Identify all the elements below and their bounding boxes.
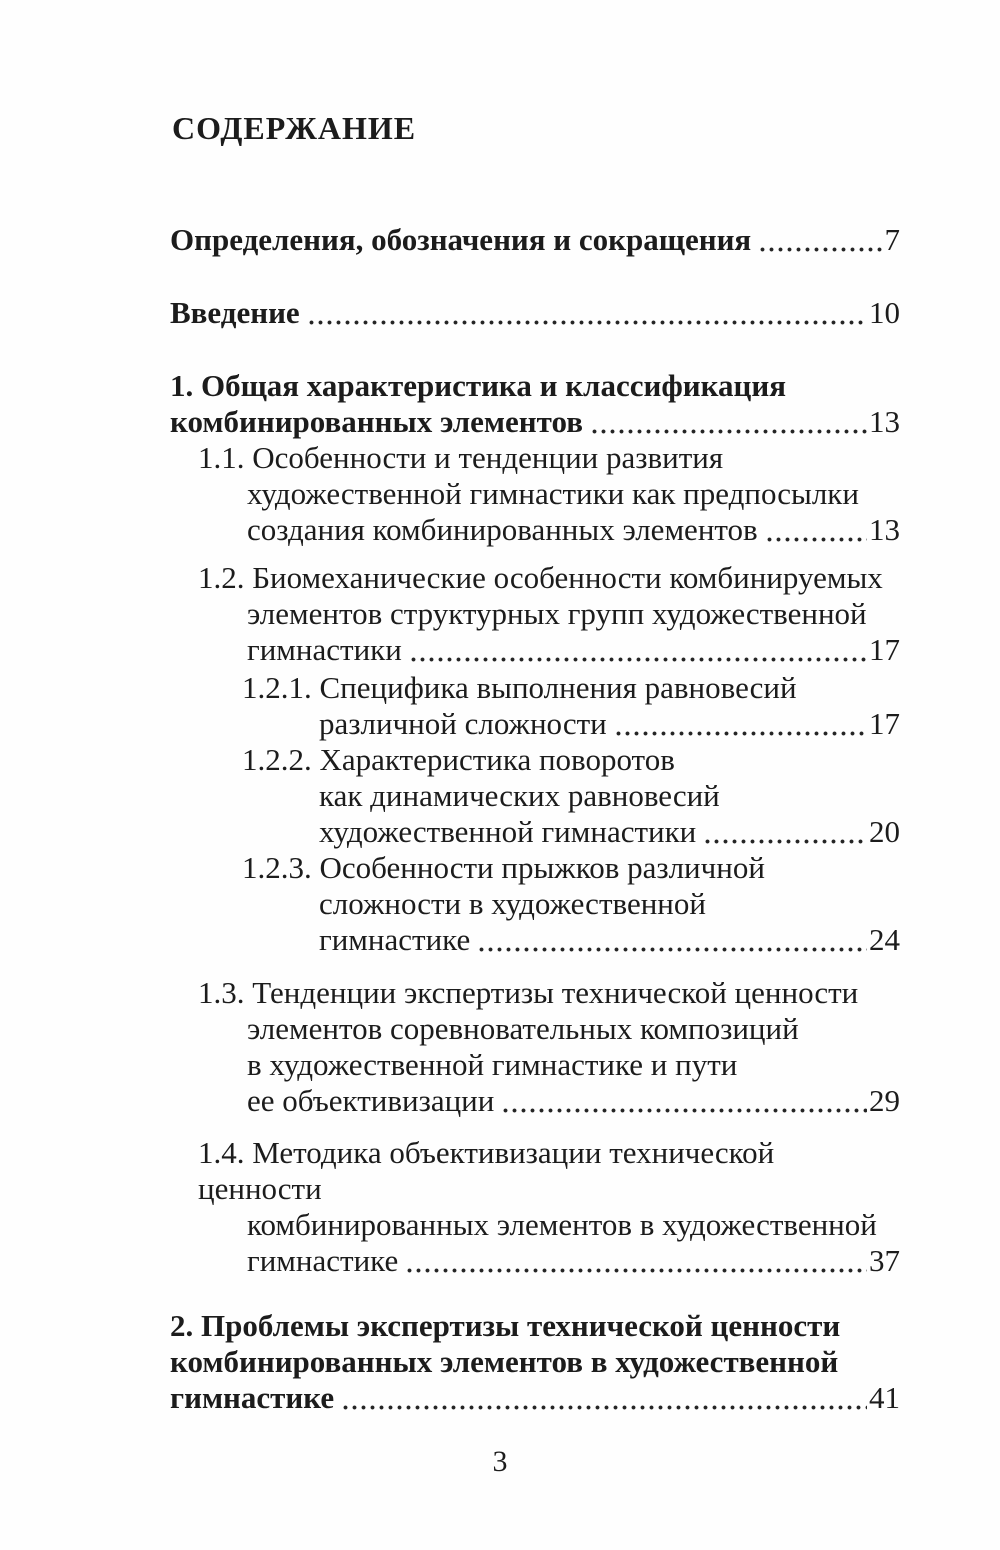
toc-entry-section-1-4 xyxy=(170,1135,900,1279)
toc-page-number: 10 xyxy=(869,295,900,330)
toc-entry-chapter-1 xyxy=(170,368,900,440)
toc-entries xyxy=(170,222,900,1416)
toc-page-number: 13 xyxy=(869,404,900,439)
toc-line-text: гимнастике xyxy=(247,1243,399,1278)
toc-line xyxy=(170,1011,900,1047)
toc-line xyxy=(170,440,900,476)
toc-entry-section-1-2-2 xyxy=(170,742,900,850)
toc-line xyxy=(170,222,900,258)
page-footer-number: 3 xyxy=(492,1445,508,1478)
toc-line xyxy=(170,368,900,404)
toc-line xyxy=(170,1083,900,1119)
page-title: СОДЕРЖАНИЕ xyxy=(172,110,417,146)
toc-line-text: гимнастике xyxy=(170,1380,335,1415)
toc-line xyxy=(170,922,900,958)
toc-line-text: 2. Проблемы экспертизы технической ценности xyxy=(170,1308,841,1343)
toc-line-text: 1.3. Тенденции экспертизы технической ценности xyxy=(198,975,859,1010)
toc-entry-section-1-2 xyxy=(170,560,900,668)
toc-line-text: 1.2.3. Особенности прыжков различной xyxy=(242,850,765,885)
toc-line-text: ее объективизации xyxy=(247,1083,495,1118)
toc-entry-definitions xyxy=(170,222,900,258)
dot-leader xyxy=(501,1083,867,1119)
toc-line xyxy=(170,814,900,850)
toc-line xyxy=(170,1207,900,1243)
dot-leader xyxy=(758,222,882,258)
toc-line-text: 1.1. Особенности и тенденции развития xyxy=(198,440,724,475)
toc-line-text: 1. Общая характеристика и классификация xyxy=(170,368,787,403)
toc-line-text: 1.4. Методика объективизации технической ценности xyxy=(198,1135,782,1206)
toc-line xyxy=(170,1380,900,1416)
toc-line-text: художественной гимнастики xyxy=(319,814,697,849)
toc-page-number: 37 xyxy=(869,1243,900,1278)
toc-line-text: Введение xyxy=(170,295,300,330)
toc-line-text: элементов структурных групп художественной xyxy=(247,596,867,631)
toc-entry-introduction xyxy=(170,295,900,331)
toc-line xyxy=(170,596,900,632)
toc-line xyxy=(170,512,900,548)
toc-line-text: Определения, обозначения и сокращения xyxy=(170,222,752,257)
dot-leader xyxy=(409,632,867,668)
toc-line xyxy=(170,1344,900,1380)
toc-page-number: 17 xyxy=(869,632,900,667)
toc-entry-section-1-2-1 xyxy=(170,670,900,742)
toc-line xyxy=(170,1135,900,1207)
toc-line xyxy=(170,778,900,814)
dot-leader xyxy=(703,814,867,850)
toc-line xyxy=(170,706,900,742)
toc-line-text: 1.2.1. Специфика выполнения равновесий xyxy=(242,670,797,705)
toc-line-text: 1.2.2. Характеристика поворотов xyxy=(242,742,675,777)
dot-leader xyxy=(765,512,867,548)
toc-line-text: различной сложности xyxy=(319,706,607,741)
dot-leader xyxy=(477,922,867,958)
toc-line xyxy=(170,1047,900,1083)
toc-line xyxy=(170,632,900,668)
toc-line xyxy=(170,742,900,778)
toc-line-text: гимнастики xyxy=(247,632,402,667)
toc-line-text: как динамических равновесий xyxy=(319,778,720,813)
toc-line xyxy=(170,886,900,922)
toc-line-text: комбинированных элементов в художественной xyxy=(247,1207,877,1242)
toc-entry-section-1-3 xyxy=(170,975,900,1119)
toc-line xyxy=(170,1308,900,1344)
dot-leader xyxy=(307,295,867,331)
toc-line xyxy=(170,850,900,886)
toc-line-text: сложности в художественной xyxy=(319,886,706,921)
toc-line xyxy=(170,1243,900,1279)
toc-page-number: 20 xyxy=(869,814,900,849)
toc-line-text: комбинированных элементов в художественной xyxy=(170,1344,839,1379)
toc-line-text: гимнастике xyxy=(319,922,471,957)
toc-page-number: 7 xyxy=(884,222,900,257)
toc-line xyxy=(170,560,900,596)
dot-leader xyxy=(341,1380,867,1416)
toc-line-text: элементов соревновательных композиций xyxy=(247,1011,799,1046)
toc-line-text: создания комбинированных элементов xyxy=(247,512,758,547)
toc-line xyxy=(170,404,900,440)
toc-page-number: 29 xyxy=(869,1083,900,1118)
toc-line xyxy=(170,670,900,706)
toc-page-number: 17 xyxy=(869,706,900,741)
toc-line xyxy=(170,476,900,512)
toc-line xyxy=(170,975,900,1011)
toc-line-text: в художественной гимнастике и пути xyxy=(247,1047,738,1082)
toc-entry-section-1-1 xyxy=(170,440,900,548)
toc-page-number: 41 xyxy=(869,1380,900,1415)
dot-leader xyxy=(590,404,867,440)
toc-line xyxy=(170,295,900,331)
dot-leader xyxy=(614,706,867,742)
toc-entry-chapter-2 xyxy=(170,1308,900,1416)
toc-line-text: художественной гимнастики как предпосылки xyxy=(247,476,859,511)
toc-page-number: 24 xyxy=(869,922,900,957)
toc-page-number: 13 xyxy=(869,512,900,547)
toc-line-text: комбинированных элементов xyxy=(170,404,583,439)
dot-leader xyxy=(405,1243,867,1279)
toc-entry-section-1-2-3 xyxy=(170,850,900,958)
toc-line-text: 1.2. Биомеханические особенности комбинируемых xyxy=(198,560,883,595)
